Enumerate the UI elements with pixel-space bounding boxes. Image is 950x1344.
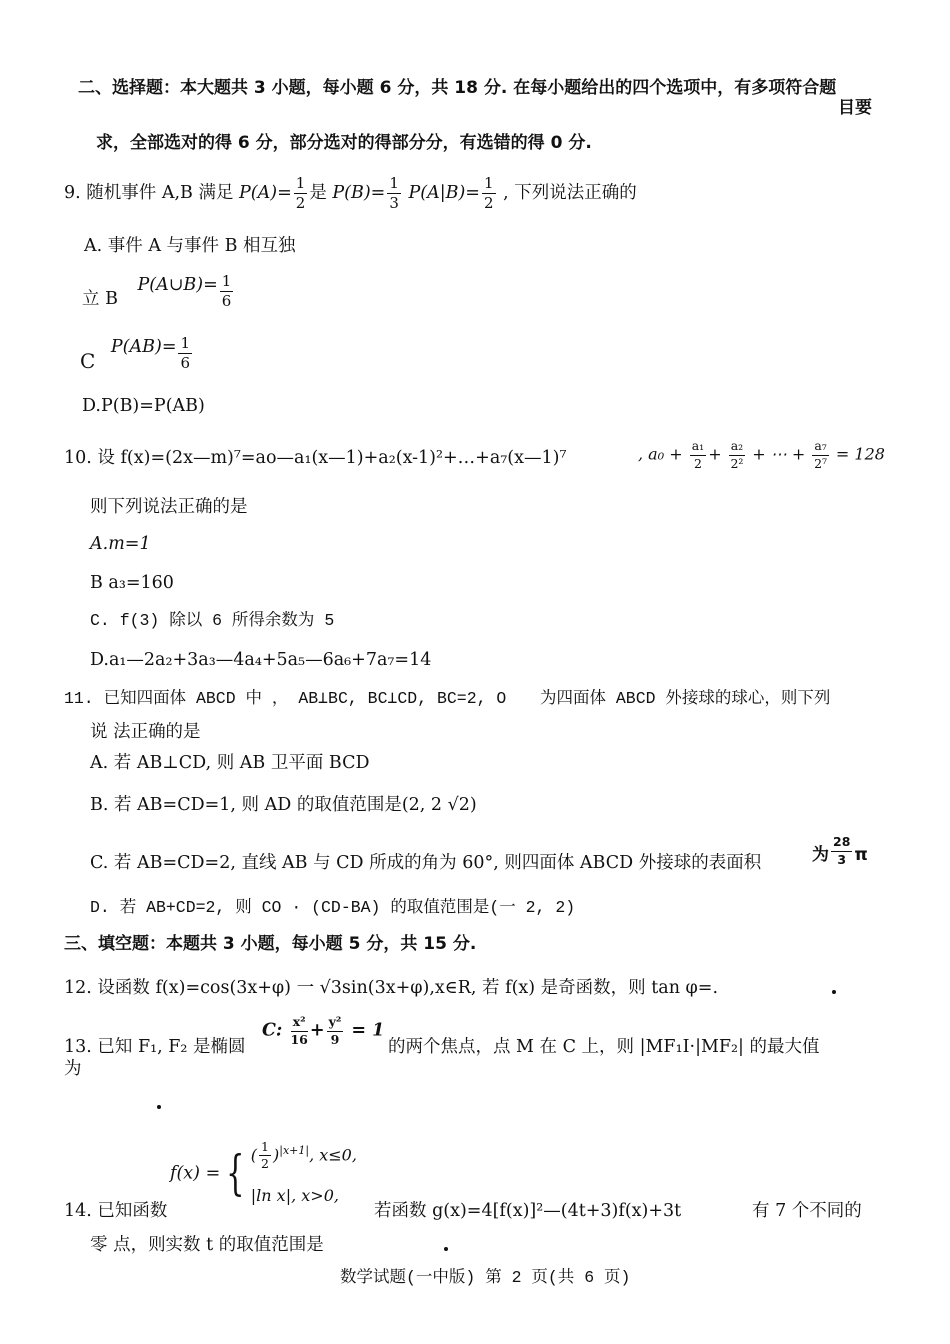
- q11-option-c-tail: [812, 836, 868, 866]
- q12-answer-blank-dot: [832, 990, 836, 994]
- q9-option-b-den: 6: [221, 292, 232, 310]
- q9-option-c-fraction: [178, 336, 192, 371]
- q10-term2: [729, 440, 745, 470]
- q10-condition: , a₀ + $\frac{\text{a₁}}{2}$ + $\frac{\text{a₂}}{\text{2²}}$ + ⋯ + $\frac{\text{a₇}}{\text{2⁷}}$ = 128: [638, 438, 885, 471]
- q11-option-c: C. 若 AB=CD=2, 直线 AB 与 CD 所成的角为 60°, 则四面体 ABCD 外接球的表面积: [90, 853, 762, 873]
- q11-option-c-den: 3: [837, 851, 847, 867]
- q9-cond2-fraction: [387, 176, 401, 211]
- q9-stem: [64, 176, 637, 211]
- q9-cond3: [408, 183, 480, 203]
- q10-cond-prefix: , a₀ +: [638, 444, 683, 464]
- q12-text: 12. 设函数 f(x)=cos(3x+φ) 一 √3sin(3x+φ),x∈R, 若 f(x) 是奇函数，则 tan φ=.: [64, 978, 719, 998]
- q14-prefix: 14. 已知函数: [64, 1201, 168, 1221]
- q14-piece1-base-num: 1: [259, 1141, 271, 1157]
- q11-option-c-pi: π: [854, 845, 868, 865]
- q9-cond2-num: 1: [389, 174, 399, 192]
- q10-option-c: C. f(3) 除以 6 所得余数为 5: [90, 611, 335, 630]
- q9-option-c-expr: P(AB)=: [110, 337, 177, 357]
- q11-stem-line1-a: 11. 已知四面体 ABCD 中 ， AB⊥BC, BC⊥CD, BC=2, O: [64, 689, 507, 708]
- q9-option-b-expr: P(A∪B)=: [137, 275, 218, 295]
- q9-option-b-num: 1: [221, 272, 232, 290]
- q10-term1-den: 2: [693, 455, 702, 471]
- q9-option-c-den: 6: [180, 354, 191, 372]
- q9-cond3-num: 1: [483, 174, 494, 192]
- q9-cond1-den: 2: [295, 194, 306, 212]
- q9-option-b: [82, 274, 235, 310]
- q14-piece1-base-den: 2: [261, 1156, 269, 1172]
- section3-heading: 三、填空题：本题共 3 小题，每小题 5 分，共 15 分.: [64, 934, 477, 954]
- q9-option-a: A. 事件 A 与事件 B 相互独: [84, 236, 296, 256]
- section2-heading-line1-tail: 目要: [838, 98, 872, 118]
- q13-prefix: 13. 已知 F₁, F₂ 是椭圆: [64, 1037, 246, 1057]
- q11-option-c-num: 28: [831, 836, 852, 852]
- q9-option-b-prefix: 立 B: [82, 289, 118, 309]
- q11-stem-line1-b: 为四面体 ABCD 外接球的球心，则下列: [540, 689, 831, 708]
- q14-piece1: ( $\frac{1}{2}$ )$^{|x+1|}$, x≤0,: [250, 1138, 357, 1172]
- q9-cond2-den: 3: [389, 194, 399, 212]
- q9-cond3-den: 2: [483, 194, 494, 212]
- q14-fx-label: f(x) =: [170, 1163, 221, 1184]
- q9-option-d: D.P(B)=P(AB): [82, 396, 205, 416]
- q10-cond-suffix: = 128: [835, 444, 885, 464]
- q13-ellipse-equation: C: $\frac{\text{x²}}{16}$ + $\frac{\text{y²}}{9}$ = 1: [262, 1014, 385, 1047]
- q13-line2: 为: [64, 1059, 82, 1079]
- q14-piece1-exp: |x+1|: [279, 1144, 310, 1157]
- q10-option-a: A.m=1: [90, 534, 151, 554]
- q9-cond1-fraction: [294, 176, 308, 211]
- q10-dots: + ⋯ +: [752, 444, 806, 464]
- page-footer: 数学试题(一中版) 第 2 页(共 6 页): [340, 1268, 631, 1287]
- q9-cond1: P(A)=: [239, 183, 292, 203]
- q14-answer-blank-dot: [444, 1247, 448, 1251]
- section2-heading-line1: 二、选择题：本大题共 3 小题，每小题 6 分，共 18 分. 在每小题给出的四个选项中，有多项符合题: [78, 78, 837, 98]
- q11-option-c-tail-text: 为: [812, 845, 829, 865]
- q10-line2: 则下列说法正确的是: [90, 497, 248, 517]
- q14-piece1-cond: , x≤0,: [309, 1145, 357, 1165]
- q9-cond3-fraction: [482, 176, 496, 211]
- q9-option-b-fraction: [220, 274, 234, 309]
- q9-cond3-text: P(A|B)=: [408, 183, 480, 203]
- q14-mid: 若函数 g(x)=4[f(x)]²—(4t+3)f(x)+3t: [374, 1201, 682, 1221]
- q9-option-c: [80, 336, 194, 374]
- q9-stem-prefix: 9. 随机事件 A,B 满足: [64, 183, 234, 203]
- q9-cond1-tail: 是: [309, 183, 327, 203]
- q13-suffix: 的两个焦点，点 M 在 C 上，则 |MF₁I·|MF₂| 的最大值: [388, 1037, 820, 1057]
- q10-term2-num: a₂: [729, 440, 745, 456]
- q14-line2: 零 点，则实数 t 的取值范围是: [90, 1235, 324, 1255]
- q14-piece2: |ln x|, x>0,: [250, 1185, 339, 1205]
- q9-stem-suffix: , 下列说法正确的: [503, 183, 637, 203]
- q9-cond1-num: 1: [295, 174, 306, 192]
- q13-answer-blank-dot: [157, 1105, 161, 1109]
- q13-ellipse-den2: 9: [330, 1031, 340, 1047]
- q11-option-a: A. 若 AB⊥CD, 则 AB 卫平面 BCD: [90, 753, 370, 773]
- q13-ellipse-term2: [327, 1016, 344, 1046]
- q13-ellipse-num1: x²: [291, 1016, 308, 1032]
- q13-ellipse-term1: [290, 1016, 307, 1046]
- q10-option-b: B a₃=160: [90, 573, 174, 593]
- q11-option-b: B. 若 AB=CD=1, 则 AD 的取值范围是(2, 2 √2): [90, 795, 477, 815]
- q10-term1: [690, 440, 706, 470]
- q13-ellipse-num2: y²: [327, 1016, 344, 1032]
- q10-term2-den: 2²: [730, 455, 744, 471]
- q11-option-d: D. 若 AB+CD=2, 则 CO · (CD-BA) 的取值范围是(一 2, 2): [90, 898, 576, 917]
- q13-ellipse-eq: = 1: [351, 1020, 385, 1041]
- q14-suffix: 有 7 个不同的: [752, 1201, 862, 1221]
- q14-pieces: [251, 1140, 357, 1207]
- q13-ellipse-c: C:: [262, 1020, 283, 1041]
- q9-option-c-num: 1: [180, 334, 191, 352]
- q11-option-c-fraction: [831, 836, 852, 866]
- q10-term3-den: 2⁷: [814, 455, 828, 471]
- q9-option-c-prefix: C: [80, 349, 96, 373]
- q10-option-d: D.a₁—2a₂+3a₃—4a₄+5a₅—6a₆+7a₇=14: [90, 650, 432, 670]
- q10-term3-num: a₇: [812, 440, 828, 456]
- q10-term1-num: a₁: [690, 440, 706, 456]
- section2-heading-line2: 求，全部选对的得 6 分，部分选对的得部分分，有选错的得 0 分.: [96, 133, 592, 153]
- q14-brace-icon: {: [226, 1145, 245, 1202]
- q10-stem: 10. 设 f(x)=(2x—m)⁷=ao—a₁(x—1)+a₂(x-1)²+…+a₇(x—1)⁷: [64, 448, 567, 468]
- q14-piecewise-function: [170, 1140, 357, 1220]
- q10-term3: [812, 440, 828, 470]
- q11-stem-line2: 说 法正确的是: [90, 722, 201, 742]
- q9-cond2: P(B)=: [332, 183, 386, 203]
- q14-piece1-base: [259, 1138, 271, 1172]
- q13-ellipse-den1: 16: [290, 1031, 308, 1047]
